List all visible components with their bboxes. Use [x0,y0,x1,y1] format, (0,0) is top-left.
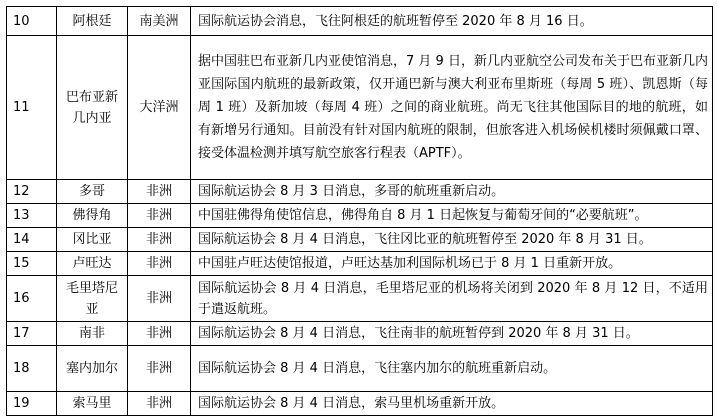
region-name: 非洲 [128,346,191,392]
country-name: 卢旺达 [57,252,128,276]
flight-detail: 国际航运协会 8 月 4 日消息，毛里塔尼亚的机场将关闭到 2020 年 8 月 12 日，不适用于遣返航班。 [191,276,713,322]
row-number: 18 [7,346,57,392]
row-number: 10 [7,7,57,36]
flight-detail: 国际航运协会 8 月 4 日消息，索马里机场重新开放。 [191,392,713,416]
flight-detail: 国际航运协会 8 月 4 日消息，飞往冈比亚的航班暂停至 2020 年 8 月 31 日。 [191,228,713,252]
country-name: 佛得角 [57,204,128,228]
row-number: 16 [7,276,57,322]
region-name: 非洲 [128,252,191,276]
table-row [7,36,713,180]
flight-detail: 国际航运协会消息，飞往阿根廷的航班暂停至 2020 年 8 月 16 日。 [191,7,713,36]
row-number: 13 [7,204,57,228]
table-row [7,276,713,322]
country-name: 阿根廷 [57,7,128,36]
region-name: 非洲 [128,204,191,228]
flight-detail: 国际航运协会 8 月 3 日消息，多哥的航班重新启动。 [191,180,713,204]
region-name: 南美洲 [128,7,191,36]
table-row [7,7,713,36]
flight-notice-table [6,6,713,416]
region-name: 大洋洲 [128,36,191,180]
country-name: 巴布亚新几内亚 [57,36,128,180]
table-row [7,322,713,346]
table-row [7,252,713,276]
flight-detail: 国际航运协会 8 月 4 日消息，飞往塞内加尔的航班重新启动。 [191,346,713,392]
flight-detail: 国际航运协会 8 月 4 日消息，飞往南非的航班暂停到 2020 年 8 月 31 日。 [191,322,713,346]
row-number: 19 [7,392,57,416]
row-number: 11 [7,36,57,180]
region-name: 非洲 [128,322,191,346]
table-row [7,204,713,228]
row-number: 17 [7,322,57,346]
flight-detail: 据中国驻巴布亚新几内亚使馆消息，7 月 9 日，新几内亚航空公司发布关于巴布亚新几内亚国际国内航班的最新政策，仅开通巴新与澳大利亚布里斯班（每周 5 班）、凯恩斯（每周 1 班）及新加坡（每周 4 班）之间的商业航班。尚无飞往其他国际目的地的航班，如有新增另行通知。目前没有针对国内航班的限制，但旅客进入机场候机楼时须佩戴口罩、接受体温检测并填写航空旅客行程表（APTF）。 [191,36,713,180]
region-name: 非洲 [128,276,191,322]
table-row [7,228,713,252]
flight-detail: 中国驻卢旺达使馆报道，卢旺达基加利国际机场已于 8 月 1 日重新开放。 [191,252,713,276]
region-name: 非洲 [128,228,191,252]
country-name: 索马里 [57,392,128,416]
region-name: 非洲 [128,180,191,204]
row-number: 14 [7,228,57,252]
region-name: 非洲 [128,392,191,416]
table-row [7,392,713,416]
row-number: 12 [7,180,57,204]
country-name: 冈比亚 [57,228,128,252]
country-name: 塞内加尔 [57,346,128,392]
country-name: 多哥 [57,180,128,204]
row-number: 15 [7,252,57,276]
country-name: 南非 [57,322,128,346]
country-name: 毛里塔尼亚 [57,276,128,322]
flight-detail: 中国驻佛得角使馆信息，佛得角自 8 月 1 日起恢复与葡萄牙间的“必要航班”。 [191,204,713,228]
table-row [7,180,713,204]
table-row [7,346,713,392]
